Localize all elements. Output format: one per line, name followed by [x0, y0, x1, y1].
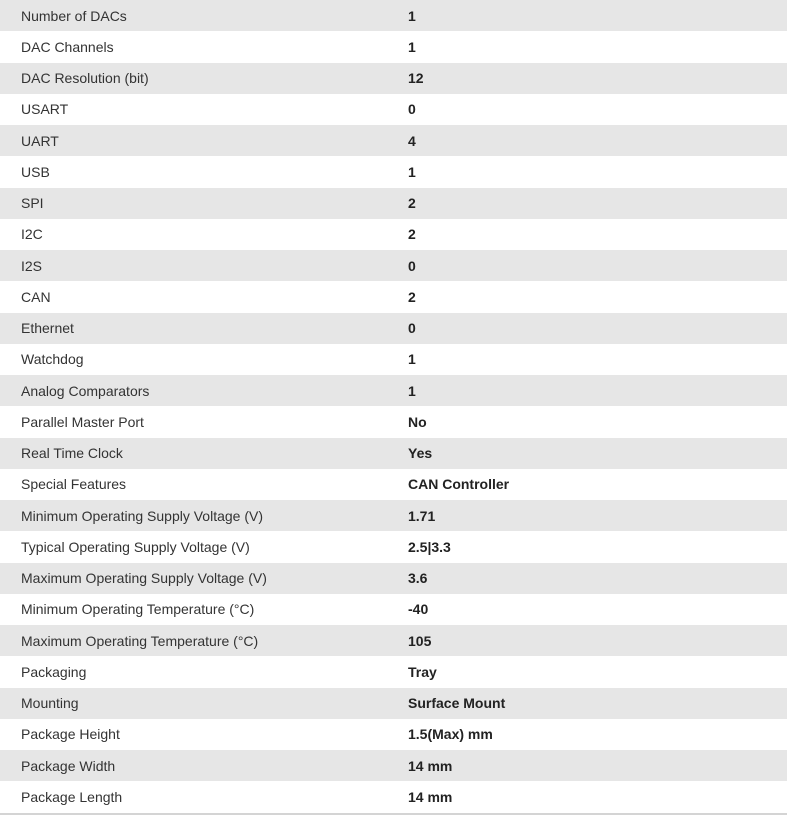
- spec-row-watchdog: [0, 344, 787, 375]
- spec-row-package-length: [0, 781, 787, 812]
- spec-row-max-supply-voltage: [0, 563, 787, 594]
- spec-row-real-time-clock: [0, 438, 787, 469]
- spec-label: Analog Comparators: [21, 382, 150, 399]
- spec-value: -40: [408, 601, 429, 618]
- spec-value: 2: [408, 226, 416, 243]
- spec-value: 12: [408, 70, 424, 87]
- spec-value: 1.71: [408, 507, 436, 524]
- spec-label: USART: [21, 101, 69, 118]
- spec-label: Package Length: [21, 788, 123, 805]
- spec-label: USB: [21, 163, 50, 180]
- spec-value: 0: [408, 101, 416, 118]
- spec-label: Watchdog: [21, 351, 84, 368]
- spec-value: 1: [408, 38, 416, 55]
- spec-value: 1: [408, 163, 416, 180]
- spec-row-dac-resolution: [0, 63, 787, 94]
- spec-label: Package Height: [21, 726, 120, 743]
- spec-label: Typical Operating Supply Voltage (V): [21, 538, 250, 555]
- spec-label: SPI: [21, 195, 44, 212]
- spec-value: 0: [408, 257, 416, 274]
- spec-row-i2c: [0, 219, 787, 250]
- spec-row-packaging: [0, 656, 787, 687]
- spec-value: 105: [408, 632, 432, 649]
- spec-label: UART: [21, 132, 59, 149]
- spec-value: 14 mm: [408, 788, 453, 805]
- spec-label: Real Time Clock: [21, 445, 123, 462]
- spec-value: Surface Mount: [408, 695, 506, 712]
- spec-label: Package Width: [21, 757, 116, 774]
- spec-label: Maximum Operating Supply Voltage (V): [21, 570, 267, 587]
- spec-row-i2s: [0, 250, 787, 281]
- spec-row-parallel-master-port: [0, 406, 787, 437]
- spec-row-usart: [0, 94, 787, 125]
- spec-value: 2: [408, 195, 416, 212]
- spec-row-mounting: [0, 688, 787, 719]
- spec-value: 0: [408, 320, 416, 337]
- spec-value: Yes: [408, 445, 433, 462]
- spec-row-min-temperature: [0, 594, 787, 625]
- spec-value: 14 mm: [408, 757, 453, 774]
- spec-value: 2.5|3.3: [408, 538, 451, 555]
- spec-label: DAC Channels: [21, 38, 114, 55]
- spec-row-dac-channels: [0, 31, 787, 62]
- spec-value: 1: [408, 382, 416, 399]
- spec-label: Number of DACs: [21, 7, 127, 24]
- spec-value: 1: [408, 7, 416, 24]
- spec-row-usb: [0, 156, 787, 187]
- spec-label: Mounting: [21, 695, 79, 712]
- spec-label: Maximum Operating Temperature (°C): [21, 632, 259, 649]
- spec-label: I2C: [21, 226, 43, 243]
- spec-label: Ethernet: [21, 320, 74, 337]
- spec-row-analog-comparators: [0, 375, 787, 406]
- spec-row-max-temperature: [0, 625, 787, 656]
- spec-value: 3.6: [408, 570, 428, 587]
- spec-value: 4: [408, 132, 416, 149]
- spec-value: 1: [408, 351, 416, 368]
- spec-row-package-height: [0, 719, 787, 750]
- spec-label: Parallel Master Port: [21, 413, 144, 430]
- spec-label: I2S: [21, 257, 43, 274]
- spec-row-can: [0, 281, 787, 312]
- spec-value: No: [408, 413, 427, 430]
- spec-label: Packaging: [21, 663, 87, 680]
- spec-label: Special Features: [21, 476, 127, 493]
- spec-value: Tray: [408, 663, 437, 680]
- spec-row-spi: [0, 188, 787, 219]
- spec-label: DAC Resolution (bit): [21, 70, 149, 87]
- spec-row-special-features: [0, 469, 787, 500]
- spec-value: 2: [408, 288, 416, 305]
- spec-label: CAN: [21, 288, 51, 305]
- spec-row-typ-supply-voltage: [0, 531, 787, 562]
- spec-value: 1.5(Max) mm: [408, 726, 493, 743]
- spec-row-package-width: [0, 750, 787, 781]
- spec-value: CAN Controller: [408, 476, 510, 493]
- spec-row-ethernet: [0, 313, 787, 344]
- spec-label: Minimum Operating Supply Voltage (V): [21, 507, 263, 524]
- spec-row-number-of-dacs: [0, 0, 787, 31]
- spec-label: Minimum Operating Temperature (°C): [21, 601, 255, 618]
- spec-row-uart: [0, 125, 787, 156]
- spec-row-min-supply-voltage: [0, 500, 787, 531]
